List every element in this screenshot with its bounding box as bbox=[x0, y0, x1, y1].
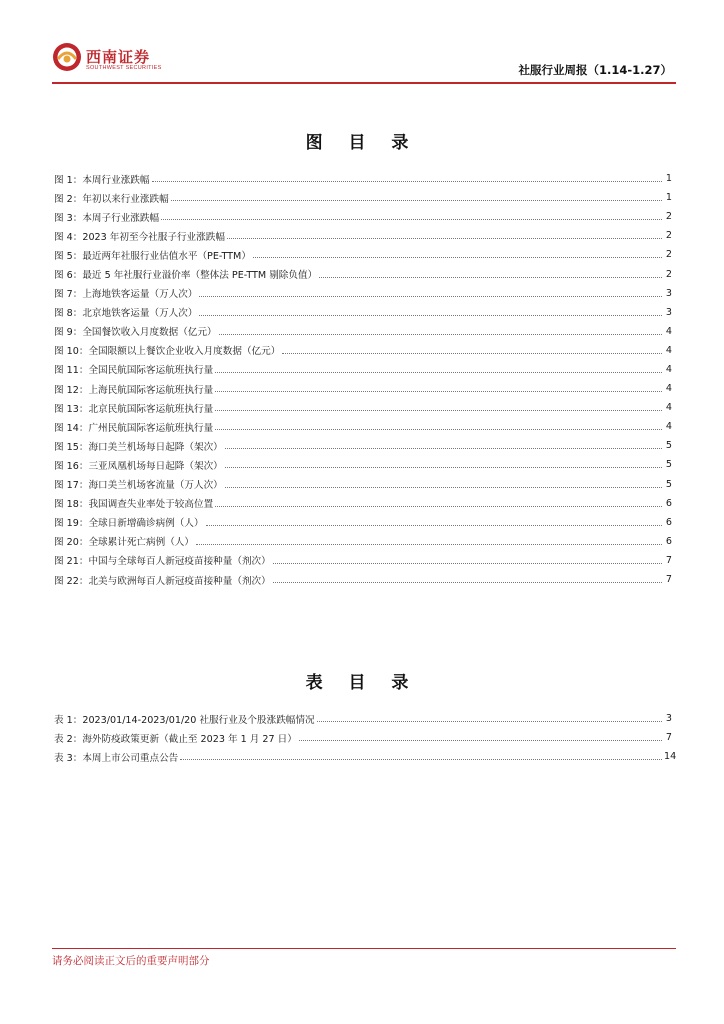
toc-entry-label: 图 6：最近 5 年社服行业溢价率（整体法 PE-TTM 剔除负值） bbox=[54, 270, 318, 282]
toc-entry-label: 图 1：本周行业涨跌幅 bbox=[54, 174, 150, 186]
toc-entry-label: 图 17：海口美兰机场客流量（万人次） bbox=[54, 480, 223, 492]
toc-dot-leader bbox=[215, 506, 662, 507]
toc-entry-label: 图 8：北京地铁客运量（万人次） bbox=[54, 308, 198, 320]
toc-dot-leader bbox=[225, 467, 662, 468]
toc-entry[interactable] bbox=[54, 303, 672, 322]
toc-entry[interactable] bbox=[54, 455, 672, 474]
toc-entry-page: 4 bbox=[665, 325, 672, 337]
logo-chinese-name: 西南证券 bbox=[86, 48, 151, 66]
toc-dot-leader bbox=[215, 391, 662, 392]
toc-entry-label: 图 14：广州民航国际客运航班执行量 bbox=[54, 422, 214, 434]
toc-entry[interactable] bbox=[54, 207, 672, 226]
toc-entry-page: 5 bbox=[665, 478, 672, 490]
toc-dot-leader bbox=[199, 296, 662, 297]
toc-entry-page: 14 bbox=[664, 751, 677, 763]
toc-entry-page: 2 bbox=[665, 230, 672, 242]
toc-entry[interactable] bbox=[54, 341, 672, 360]
table-toc-list bbox=[54, 709, 677, 766]
toc-entry-label: 图 4：2023 年初至今社服子行业涨跌幅 bbox=[54, 231, 225, 243]
toc-entry-label: 图 16：三亚凤凰机场每日起降（架次） bbox=[54, 460, 223, 472]
toc-entry-label: 图 5：最近两年社服行业估值水平（PE-TTM） bbox=[54, 250, 251, 262]
toc-entry-label: 图 15：海口美兰机场每日起降（架次） bbox=[54, 441, 223, 453]
toc-entry-page: 3 bbox=[665, 713, 672, 725]
toc-entry-page: 4 bbox=[665, 344, 672, 356]
page-header bbox=[52, 40, 676, 84]
toc-entry[interactable] bbox=[54, 284, 672, 303]
toc-dot-leader bbox=[219, 334, 662, 335]
toc-entry-label: 图 18：我国调查失业率处于较高位置 bbox=[54, 499, 214, 511]
toc-entry-label: 表 3：本周上市公司重点公告 bbox=[54, 752, 179, 764]
toc-entry-page: 1 bbox=[665, 192, 672, 204]
toc-entry-label: 图 19：全球日新增确诊病例（人） bbox=[54, 518, 204, 530]
company-logo bbox=[52, 42, 202, 78]
toc-entry-page: 7 bbox=[665, 732, 672, 744]
toc-entry-page: 2 bbox=[665, 211, 672, 223]
toc-entry-page: 2 bbox=[665, 249, 672, 261]
toc-dot-leader bbox=[196, 544, 662, 545]
toc-entry-page: 1 bbox=[665, 173, 672, 185]
toc-entry[interactable] bbox=[54, 169, 672, 188]
toc-entry[interactable] bbox=[54, 570, 672, 589]
toc-dot-leader bbox=[206, 525, 662, 526]
toc-entry[interactable] bbox=[54, 245, 672, 264]
toc-entry-page: 7 bbox=[665, 554, 672, 566]
toc-dot-leader bbox=[199, 315, 662, 316]
toc-entry-page: 4 bbox=[665, 402, 672, 414]
toc-entry[interactable] bbox=[54, 475, 672, 494]
toc-entry-page: 6 bbox=[665, 516, 672, 528]
toc-entry[interactable] bbox=[54, 188, 672, 207]
toc-dot-leader bbox=[299, 740, 662, 741]
figure-toc-title: 图 目 录 bbox=[305, 133, 419, 153]
toc-entry[interactable] bbox=[54, 551, 672, 570]
toc-entry-page: 4 bbox=[665, 363, 672, 375]
toc-entry-label: 图 2：年初以来行业涨跌幅 bbox=[54, 193, 169, 205]
toc-dot-leader bbox=[215, 372, 662, 373]
toc-entry-page: 3 bbox=[665, 306, 672, 318]
toc-entry-label: 图 22：北美与欧洲每百人新冠疫苗接种量（剂次） bbox=[54, 575, 271, 587]
toc-entry[interactable] bbox=[54, 322, 672, 341]
toc-entry-label: 图 20：全球累计死亡病例（人） bbox=[54, 537, 194, 549]
toc-entry[interactable] bbox=[54, 379, 672, 398]
toc-entry[interactable] bbox=[54, 513, 672, 532]
toc-dot-leader bbox=[180, 759, 662, 760]
report-title: 社服行业周报（1.14-1.27） bbox=[518, 63, 672, 77]
toc-entry-page: 5 bbox=[665, 459, 672, 471]
toc-entry-page: 4 bbox=[665, 383, 672, 395]
toc-entry[interactable] bbox=[54, 226, 672, 245]
toc-dot-leader bbox=[273, 582, 662, 583]
toc-dot-leader bbox=[227, 238, 662, 239]
toc-entry-label: 图 12：上海民航国际客运航班执行量 bbox=[54, 384, 214, 396]
toc-entry[interactable] bbox=[54, 709, 672, 728]
toc-dot-leader bbox=[171, 200, 662, 201]
toc-dot-leader bbox=[317, 721, 662, 722]
toc-dot-leader bbox=[161, 219, 662, 220]
logo-emblem-icon bbox=[52, 42, 82, 72]
toc-entry-label: 图 21：中国与全球每百人新冠疫苗接种量（剂次） bbox=[54, 556, 271, 568]
toc-entry[interactable] bbox=[54, 728, 672, 747]
toc-dot-leader bbox=[215, 410, 662, 411]
table-toc-title: 表 目 录 bbox=[305, 673, 419, 693]
toc-entry-page: 6 bbox=[665, 497, 672, 509]
toc-entry[interactable] bbox=[54, 494, 672, 513]
toc-entry-page: 3 bbox=[665, 287, 672, 299]
toc-entry-label: 表 2：海外防疫政策更新（截止至 2023 年 1 月 27 日） bbox=[54, 733, 297, 745]
toc-dot-leader bbox=[282, 353, 662, 354]
toc-entry-label: 图 9：全国餐饮收入月度数据（亿元） bbox=[54, 327, 217, 339]
figure-toc-list bbox=[54, 169, 672, 589]
toc-entry-page: 2 bbox=[665, 268, 672, 280]
toc-entry-page: 4 bbox=[665, 421, 672, 433]
toc-dot-leader bbox=[225, 487, 662, 488]
toc-entry[interactable] bbox=[54, 417, 672, 436]
logo-english-name: SOUTHWEST SECURITIES bbox=[86, 65, 162, 71]
toc-entry[interactable] bbox=[54, 532, 672, 551]
toc-entry[interactable] bbox=[54, 360, 672, 379]
toc-dot-leader bbox=[253, 257, 662, 258]
header-divider bbox=[52, 82, 676, 84]
toc-entry-label: 图 3：本周子行业涨跌幅 bbox=[54, 212, 160, 224]
footer-disclaimer: 请务必阅读正文后的重要声明部分 bbox=[52, 955, 210, 967]
toc-entry-page: 5 bbox=[665, 440, 672, 452]
toc-entry[interactable] bbox=[54, 398, 672, 417]
toc-dot-leader bbox=[215, 429, 662, 430]
toc-entry[interactable] bbox=[54, 264, 672, 283]
toc-dot-leader bbox=[319, 277, 662, 278]
toc-entry-label: 图 13：北京民航国际客运航班执行量 bbox=[54, 403, 214, 415]
toc-entry[interactable] bbox=[54, 436, 672, 455]
toc-dot-leader bbox=[273, 563, 662, 564]
toc-entry-label: 表 1：2023/01/14-2023/01/20 社服行业及个股涨跌幅情况 bbox=[54, 714, 315, 726]
toc-entry-label: 图 10：全国限额以上餐饮企业收入月度数据（亿元） bbox=[54, 346, 281, 358]
toc-dot-leader bbox=[225, 448, 662, 449]
footer-divider bbox=[52, 948, 676, 949]
toc-entry-page: 6 bbox=[665, 535, 672, 547]
toc-entry-page: 7 bbox=[665, 574, 672, 586]
toc-entry[interactable] bbox=[54, 747, 677, 766]
toc-dot-leader bbox=[152, 181, 663, 182]
toc-entry-label: 图 7：上海地铁客运量（万人次） bbox=[54, 289, 198, 301]
toc-entry-label: 图 11：全国民航国际客运航班执行量 bbox=[54, 365, 214, 377]
